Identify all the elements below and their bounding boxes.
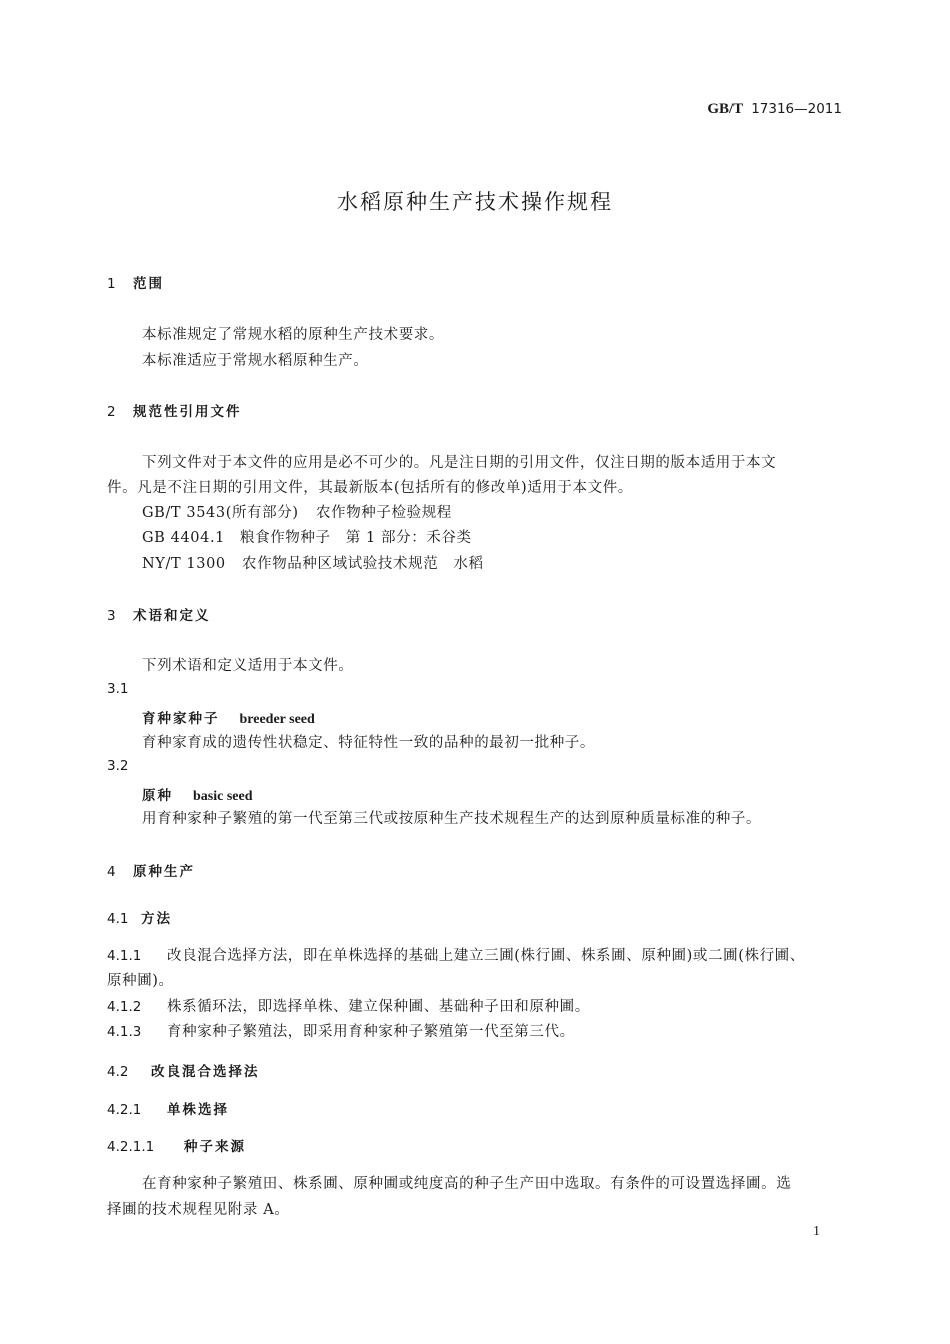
section-number: 4.2.1 — [107, 1102, 142, 1118]
section-number: 4.2 — [107, 1064, 129, 1080]
term-chinese: 原种 — [142, 788, 173, 804]
section-4-heading — [107, 860, 195, 880]
section-3-heading — [107, 604, 211, 624]
reference-item — [142, 501, 452, 522]
section-title: 术语和定义 — [133, 608, 211, 624]
reference-title: 粮食作物种子 第 1 部分：禾谷类 — [240, 530, 472, 546]
section-title: 规范性引用文件 — [133, 404, 242, 420]
section-title: 范围 — [133, 276, 164, 292]
section-2-heading — [107, 400, 242, 420]
subsection-4-2-heading — [107, 1060, 260, 1080]
paragraph: 下列术语和定义适用于本文件。 — [142, 658, 354, 674]
page-number: 1 — [813, 1224, 820, 1239]
standard-number: 17316—2011 — [751, 101, 842, 117]
term-chinese: 育种家种子 — [142, 711, 220, 727]
section-number: 1 — [107, 276, 116, 292]
section-number: 3 — [107, 608, 116, 624]
section-number: 4.2.1.1 — [107, 1139, 155, 1155]
section-title: 单株选择 — [167, 1102, 229, 1118]
section-number: 4.1 — [107, 911, 129, 927]
clause-4-1-2 — [107, 995, 590, 1016]
term-english: breeder seed — [239, 712, 315, 727]
term-entry — [142, 707, 315, 728]
term-definition: 用育种家种子繁殖的第一代至第三代或按原种生产技术规程生产的达到原种质量标准的种子。 — [142, 811, 762, 827]
term-definition: 育种家育成的遗传性状稳定、特征特性一致的品种的最初一批种子。 — [142, 735, 595, 751]
paragraph: 本标准适应于常规水稻原种生产。 — [142, 353, 369, 369]
standard-prefix: GB/T — [707, 101, 744, 117]
clause-number: 4.1.2 — [107, 999, 142, 1015]
section-title: 方法 — [141, 911, 172, 927]
section-title: 原种生产 — [133, 864, 195, 880]
clause-4-1-1 — [107, 944, 805, 965]
clause-number: 4.1.1 — [107, 948, 142, 964]
term-number: 3.2 — [107, 758, 129, 774]
paragraph-continuation: 择圃的技术规程见附录 A。 — [107, 1202, 290, 1218]
clause-4-1-3 — [107, 1020, 575, 1041]
paragraph: 在育种家种子繁殖田、株系圃、原种圃或纯度高的种子生产田中选取。有条件的可设置选择圃。选 — [142, 1176, 792, 1192]
section-1-heading — [107, 272, 164, 292]
clause-text: 育种家种子繁殖法，即采用育种家种子繁殖第一代至第三代。 — [167, 1024, 575, 1040]
paragraph: 下列文件对于本文件的应用是必不可少的。凡是注日期的引用文件，仅注日期的版本适用于本文 — [142, 455, 777, 471]
clause-number: 4.1.3 — [107, 1024, 142, 1040]
reference-title: 农作物种子检验规程 — [316, 505, 452, 521]
section-number: 2 — [107, 404, 116, 420]
section-number: 4 — [107, 864, 116, 880]
subsection-4-1-heading — [107, 907, 172, 927]
clause-continuation: 原种圃)。 — [107, 973, 174, 989]
paragraph: 本标准规定了常规水稻的原种生产技术要求。 — [142, 327, 444, 343]
reference-code: NY/T 1300 — [142, 556, 226, 572]
reference-code: GB 4404.1 — [142, 530, 225, 546]
term-english: basic seed — [193, 789, 253, 804]
reference-item — [142, 552, 484, 573]
section-title: 种子来源 — [184, 1139, 246, 1155]
document-title: 水稻原种生产技术操作规程 — [337, 190, 613, 214]
standard-code — [707, 101, 842, 118]
clause-text: 株系循环法，即选择单株、建立保种圃、基础种子田和原种圃。 — [167, 999, 590, 1015]
paragraph-continuation: 件。凡是不注日期的引用文件，其最新版本(包括所有的修改单)适用于本文件。 — [107, 480, 633, 496]
subsection-4-2-1-heading — [107, 1098, 229, 1118]
reference-title: 农作物品种区域试验技术规范 水稻 — [242, 556, 484, 572]
term-entry — [142, 784, 253, 805]
clause-text: 改良混合选择方法，即在单株选择的基础上建立三圃(株行圃、株系圃、原种圃)或二圃(株行圃、 — [167, 948, 805, 964]
term-number: 3.1 — [107, 681, 129, 697]
reference-item — [142, 526, 472, 547]
section-title: 改良混合选择法 — [151, 1064, 260, 1080]
subsection-4-2-1-1-heading — [107, 1135, 246, 1155]
reference-code: GB/T 3543(所有部分) — [142, 505, 299, 521]
